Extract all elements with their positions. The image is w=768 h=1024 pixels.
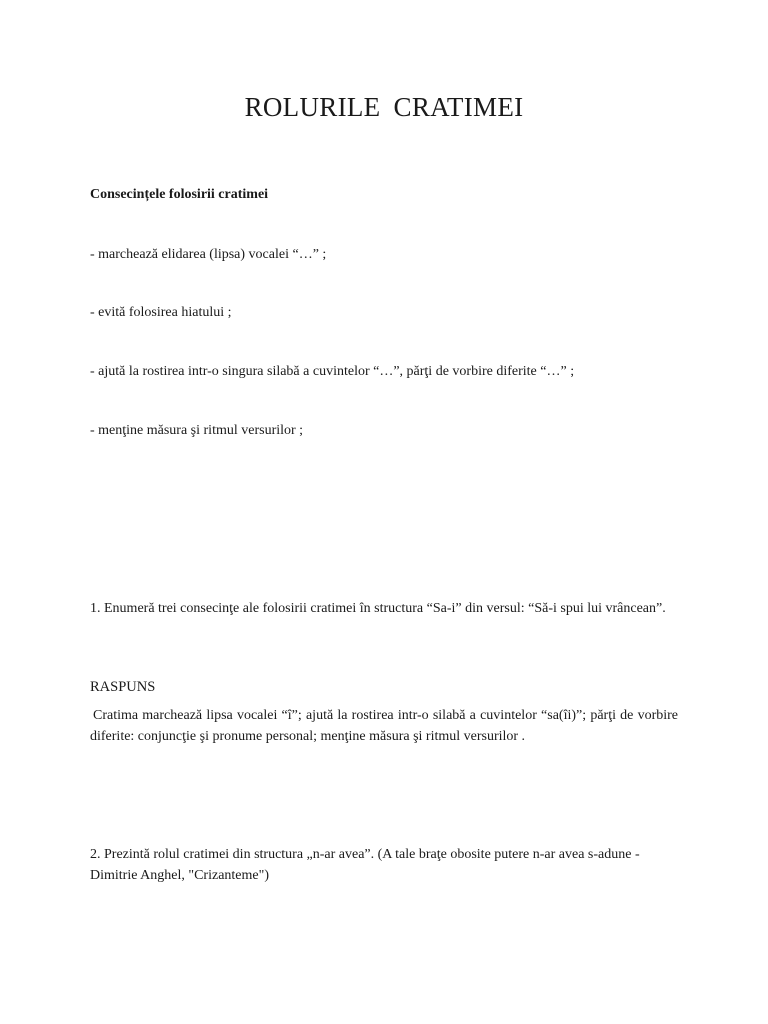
question-1: 1. Enumeră trei consecinţe ale folosirii cratimei în structura “Sa-i” din versul: “Să-i spui lui vrâncean”.	[90, 601, 666, 616]
bullet-rostire: - ajută la rostirea intr-o singura silabă a cuvintelor “…”, părţi de vorbire diferite “…” ;	[90, 364, 575, 379]
answer-1: Cratima marchează lipsa vocalei “î”; ajută la rostirea intr-o silabă a cuvintelor “sa(îi)”; părţi de vorbire diferite: conjuncţie şi pronume personal; menţine măsura şi ritmul versurilor .	[90, 708, 678, 744]
bullet-elidare: - marchează elidarea (lipsa) vocalei “…” ;	[90, 247, 327, 262]
bullet-hiat: - evită folosirea hiatului ;	[90, 305, 232, 320]
question-2: 2. Prezintă rolul cratimei din structura „n-ar avea”. (A tale braţe obosite putere n-ar avea s-adune - Dimitrie Anghel, "Crizanteme")	[90, 847, 640, 883]
bullet-masura: - menţine măsura şi ritmul versurilor ;	[90, 423, 304, 438]
page-title: ROLURILE CRATIMEI	[244, 92, 524, 122]
answer-label: RASPUNS	[90, 679, 156, 695]
section-heading: Consecințele folosirii cratimei	[90, 187, 269, 202]
